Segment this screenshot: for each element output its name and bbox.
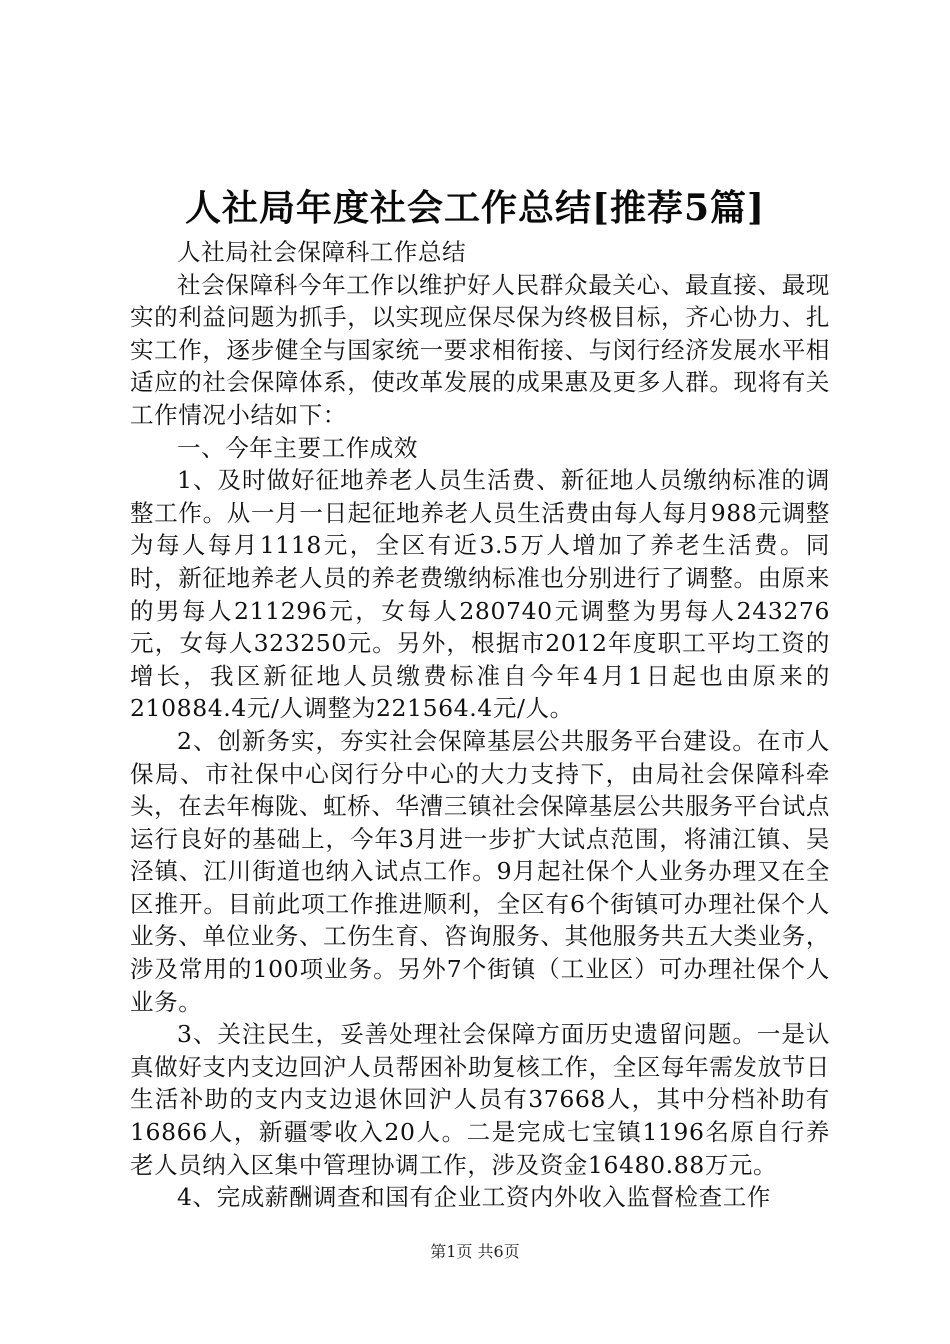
paragraph-item-3: 3、关注民生，妥善处理社会保障方面历史遗留问题。一是认真做好支内支边回沪人员帮困补助复核工作，全区每年需发放节日生活补助的支内支边退休回沪人员有37668人，其中分档补助有16866人，新疆零收入20人。二是完成七宝镇1196名原自行养老人员纳入区集中管理协调工作，涉及资金16480.88万元。 (130, 1020, 830, 1179)
document-body (130, 236, 830, 1214)
section-heading: 一、今年主要工作成效 (177, 433, 418, 462)
paragraph-intro: 社会保障科今年工作以维护好人民群众最关心、最直接、最现实的利益问题为抓手，以实现应保尽保为终极目标，齐心协力、扎实工作，逐步健全与国家统一要求相衔接、与闵行经济发展水平相适应的社会保障体系，使改革发展的成果惠及更多人群。现将有关工作情况小结如下： (130, 270, 830, 429)
paragraph-item-4: 4、完成薪酬调查和国有企业工资内外收入监督检查工作 (177, 1183, 771, 1212)
paragraph-subtitle: 人社局社会保障科工作总结 (177, 238, 467, 266)
paragraph-item-2: 2、创新务实，夯实社会保障基层公共服务平台建设。在市人保局、市社保中心闵行分中心的大力支持下，由局社会保障科牵头，在去年梅陇、虹桥、华漕三镇社会保障基层公共服务平台试点运行良好的基础上，今年3月进一步扩大试点范围，将浦江镇、吴泾镇、江川街道也纳入试点工作。9月起社保个人业务办理又在全区推开。目前此项工作推进顺利，全区有6个街镇可办理社保个人业务、单位业务、工伤生育、咨询服务、其他服务共五大类业务，涉及常用的100项业务。另外7个街镇（工业区）可办理社保个人业务。 (130, 726, 830, 1016)
paragraph-item-1: 1、及时做好征地养老人员生活费、新征地人员缴纳标准的调整工作。从一月一日起征地养老人员生活费由每人每月988元调整为每人每月1118元，全区有近3.5万人增加了养老生活费。同时，新征地养老人员的养老费缴纳标准也分别进行了调整。由原来的男每人211296元，女每人280740元调整为男每人243276元，女每人323250元。另外，根据市2012年度职工平均工资的增长，我区新征地人员缴费标准自今年4月1日起也由原来的210884.4元/人调整为221564.4元/人。 (130, 466, 830, 723)
page-footer: 第1页 共6页 (430, 1242, 520, 1261)
document-title: 人社局年度社会工作总结[推荐5篇] (184, 187, 766, 229)
